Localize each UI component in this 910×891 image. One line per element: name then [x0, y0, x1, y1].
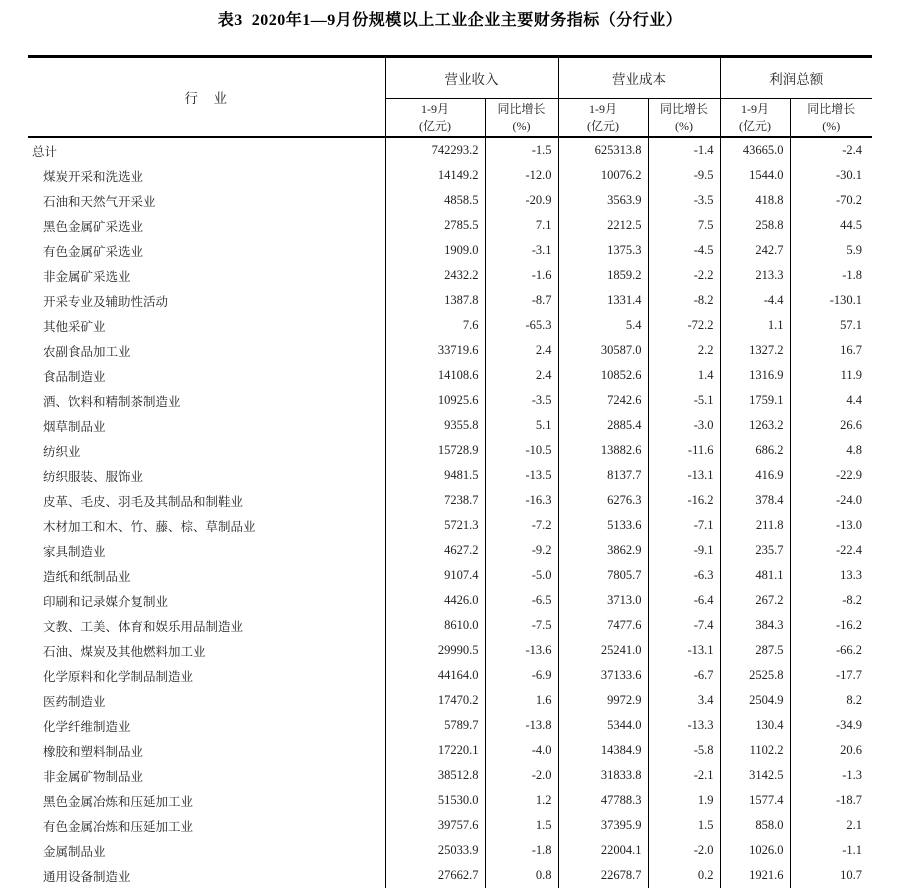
profit-growth-cell: 4.4 — [846, 393, 862, 407]
cost-growth-cell: -13.1 — [648, 463, 720, 488]
table-row — [28, 563, 872, 588]
profit-growth-cell: -16.2 — [835, 618, 862, 632]
industry-name-cell: 文教、工美、体育和娱乐用品制造业 — [28, 613, 385, 638]
revenue-amount-cell: 17470.2 — [385, 688, 485, 713]
industry-name-cell: 通用设备制造业 — [28, 863, 385, 888]
cost-growth-cell: -6.4 — [648, 588, 720, 613]
cost-amount-cell: 5.4 — [558, 313, 648, 338]
profit-growth-cell: 5.9 — [846, 243, 862, 257]
industry-name-cell: 黑色金属矿采选业 — [28, 213, 385, 238]
revenue-growth-cell: -13.5 — [485, 463, 558, 488]
revenue-growth-cell: -1.8 — [485, 838, 558, 863]
cost-growth-cell: -5.1 — [648, 388, 720, 413]
revenue-growth-cell: -3.5 — [485, 388, 558, 413]
header-group-row — [28, 57, 872, 99]
profit-growth-cell: -66.2 — [835, 643, 862, 657]
profit-growth-cell: -130.1 — [829, 293, 862, 307]
cost-amount-cell: 1375.3 — [558, 238, 648, 263]
revenue-growth-cell: 2.4 — [485, 363, 558, 388]
cost-growth-cell: -5.8 — [648, 738, 720, 763]
table-row — [28, 463, 872, 488]
column-group-total-profit: 利润总额 — [720, 57, 872, 99]
cost-growth-cell: -11.6 — [648, 438, 720, 463]
cost-amount-cell: 9972.9 — [558, 688, 648, 713]
subheader-percent-label: (%) — [675, 118, 693, 133]
table-row — [28, 313, 872, 338]
financial-indicators-table — [28, 55, 872, 888]
cost-growth-cell: -7.1 — [648, 513, 720, 538]
industry-name-cell: 石油、煤炭及其他燃料加工业 — [28, 638, 385, 663]
revenue-amount-cell: 4627.2 — [385, 538, 485, 563]
subheader-period-label: 1-9月 — [589, 101, 617, 116]
profit-amount-cell: 1921.6 — [720, 863, 790, 888]
profit-growth-cell: -24.0 — [835, 493, 862, 507]
revenue-amount-cell: 9481.5 — [385, 463, 485, 488]
cost-amount-cell: 22678.7 — [558, 863, 648, 888]
industry-name-cell: 橡胶和塑料制品业 — [28, 738, 385, 763]
profit-growth-cell: -18.7 — [835, 793, 862, 807]
cost-amount-cell: 8137.7 — [558, 463, 648, 488]
profit-amount-cell: 1102.2 — [720, 738, 790, 763]
profit-amount-cell: 1577.4 — [720, 788, 790, 813]
revenue-growth-cell: -20.9 — [485, 188, 558, 213]
subheader-cost-growth — [648, 99, 720, 138]
industry-name-cell: 金属制品业 — [28, 838, 385, 863]
industry-name-cell: 有色金属矿采选业 — [28, 238, 385, 263]
table-row — [28, 613, 872, 638]
profit-amount-cell: 1544.0 — [720, 163, 790, 188]
cost-growth-cell: -13.3 — [648, 713, 720, 738]
subheader-period-label: 1-9月 — [421, 101, 449, 116]
revenue-growth-cell: 0.8 — [485, 863, 558, 888]
revenue-growth-cell: -65.3 — [485, 313, 558, 338]
profit-amount-cell: 418.8 — [720, 188, 790, 213]
cost-amount-cell: 22004.1 — [558, 838, 648, 863]
table-row — [28, 363, 872, 388]
cost-amount-cell: 5344.0 — [558, 713, 648, 738]
cost-amount-cell: 7242.6 — [558, 388, 648, 413]
industry-name-cell: 开采专业及辅助性活动 — [28, 288, 385, 313]
table-row — [28, 688, 872, 713]
industry-name-cell: 皮革、毛皮、羽毛及其制品和制鞋业 — [28, 488, 385, 513]
revenue-amount-cell: 14108.6 — [385, 363, 485, 388]
profit-amount-cell: 1263.2 — [720, 413, 790, 438]
profit-amount-cell: 3142.5 — [720, 763, 790, 788]
revenue-amount-cell: 15728.9 — [385, 438, 485, 463]
cost-amount-cell: 1331.4 — [558, 288, 648, 313]
profit-growth-cell: 2.1 — [846, 818, 862, 832]
subheader-growth-label: 同比增长 — [659, 101, 708, 116]
profit-growth-cell: -70.2 — [835, 193, 862, 207]
cost-amount-cell: 25241.0 — [558, 638, 648, 663]
revenue-amount-cell: 7.6 — [385, 313, 485, 338]
subheader-unit-label: (亿元) — [419, 118, 451, 133]
table-row — [28, 713, 872, 738]
profit-growth-cell: -22.4 — [835, 543, 862, 557]
cost-amount-cell: 5133.6 — [558, 513, 648, 538]
cost-growth-cell: 0.2 — [648, 863, 720, 888]
cost-growth-cell: -2.0 — [648, 838, 720, 863]
revenue-growth-cell: -7.2 — [485, 513, 558, 538]
industry-name-cell: 印刷和记录媒介复制业 — [28, 588, 385, 613]
table-row — [28, 188, 872, 213]
industry-name-cell: 石油和天然气开采业 — [28, 188, 385, 213]
cost-growth-cell: -72.2 — [648, 313, 720, 338]
cost-growth-cell: -16.2 — [648, 488, 720, 513]
cost-growth-cell: -13.1 — [648, 638, 720, 663]
cost-growth-cell: 2.2 — [648, 338, 720, 363]
profit-growth-cell: -34.9 — [835, 718, 862, 732]
profit-amount-cell: 384.3 — [720, 613, 790, 638]
subheader-period-label: 1-9月 — [741, 101, 769, 116]
cost-growth-cell: -9.5 — [648, 163, 720, 188]
cost-amount-cell: 7805.7 — [558, 563, 648, 588]
table-row — [28, 288, 872, 313]
cost-amount-cell: 37133.6 — [558, 663, 648, 688]
cost-growth-cell: -2.1 — [648, 763, 720, 788]
revenue-amount-cell: 38512.8 — [385, 763, 485, 788]
cost-growth-cell: -4.5 — [648, 238, 720, 263]
profit-growth-cell: -22.9 — [835, 468, 862, 482]
profit-growth-cell: -13.0 — [835, 518, 862, 532]
profit-amount-cell: 2525.8 — [720, 663, 790, 688]
profit-growth-cell: 10.7 — [840, 868, 862, 882]
profit-amount-cell: 130.4 — [720, 713, 790, 738]
profit-amount-cell: 267.2 — [720, 588, 790, 613]
profit-growth-cell: 11.9 — [840, 368, 862, 382]
revenue-growth-cell: -6.5 — [485, 588, 558, 613]
subheader-profit-growth — [790, 99, 872, 138]
revenue-growth-cell: -7.5 — [485, 613, 558, 638]
table-row — [28, 863, 872, 888]
cost-amount-cell: 47788.3 — [558, 788, 648, 813]
industry-name-cell: 纺织业 — [28, 438, 385, 463]
profit-amount-cell: 858.0 — [720, 813, 790, 838]
revenue-growth-cell: -13.8 — [485, 713, 558, 738]
cost-amount-cell: 2885.4 — [558, 413, 648, 438]
profit-amount-cell: 2504.9 — [720, 688, 790, 713]
revenue-amount-cell: 10925.6 — [385, 388, 485, 413]
industry-name-cell: 总计 — [28, 137, 385, 163]
revenue-growth-cell: -4.0 — [485, 738, 558, 763]
table-header — [28, 57, 872, 138]
subheader-profit-amount — [720, 99, 790, 138]
cost-growth-cell: 7.5 — [648, 213, 720, 238]
column-header-industry: 行 业 — [28, 57, 385, 138]
profit-growth-cell: 26.6 — [840, 418, 862, 432]
industry-name-cell: 木材加工和木、竹、藤、棕、草制品业 — [28, 513, 385, 538]
revenue-amount-cell: 5789.7 — [385, 713, 485, 738]
table-row — [28, 413, 872, 438]
table-row — [28, 838, 872, 863]
profit-amount-cell: 287.5 — [720, 638, 790, 663]
cost-amount-cell: 3862.9 — [558, 538, 648, 563]
subheader-unit-label: (亿元) — [587, 118, 619, 133]
industry-name-cell: 其他采矿业 — [28, 313, 385, 338]
industry-name-cell: 非金属矿采选业 — [28, 263, 385, 288]
table-row — [28, 513, 872, 538]
revenue-growth-cell: -16.3 — [485, 488, 558, 513]
revenue-growth-cell: -2.0 — [485, 763, 558, 788]
industry-name-cell: 家具制造业 — [28, 538, 385, 563]
table-body — [28, 137, 872, 888]
industry-name-cell: 医药制造业 — [28, 688, 385, 713]
subheader-percent-label: (%) — [512, 118, 531, 133]
revenue-amount-cell: 27662.7 — [385, 863, 485, 888]
revenue-amount-cell: 7238.7 — [385, 488, 485, 513]
revenue-growth-cell: 7.1 — [485, 213, 558, 238]
profit-growth-cell: -17.7 — [835, 668, 862, 682]
profit-growth-cell: 13.3 — [840, 568, 862, 582]
financial-indicators-table-container — [28, 55, 872, 888]
subheader-growth-label: 同比增长 — [807, 101, 856, 116]
revenue-amount-cell: 2432.2 — [385, 263, 485, 288]
profit-growth-cell: 8.2 — [846, 693, 862, 707]
cost-growth-cell: -3.0 — [648, 413, 720, 438]
cost-growth-cell: -8.2 — [648, 288, 720, 313]
subheader-percent-label: (%) — [822, 118, 841, 133]
cost-amount-cell: 625313.8 — [558, 137, 648, 163]
revenue-amount-cell: 5721.3 — [385, 513, 485, 538]
revenue-amount-cell: 9107.4 — [385, 563, 485, 588]
revenue-amount-cell: 17220.1 — [385, 738, 485, 763]
revenue-growth-cell: -12.0 — [485, 163, 558, 188]
profit-growth-cell: -1.3 — [842, 768, 862, 782]
subheader-unit-label: (亿元) — [739, 118, 771, 133]
profit-amount-cell: 1759.1 — [720, 388, 790, 413]
revenue-amount-cell: 29990.5 — [385, 638, 485, 663]
table-row — [28, 488, 872, 513]
profit-amount-cell: 481.1 — [720, 563, 790, 588]
revenue-growth-cell: -1.6 — [485, 263, 558, 288]
table-row — [28, 238, 872, 263]
profit-amount-cell: 1316.9 — [720, 363, 790, 388]
revenue-growth-cell: 1.2 — [485, 788, 558, 813]
profit-amount-cell: 211.8 — [720, 513, 790, 538]
industry-name-cell: 酒、饮料和精制茶制造业 — [28, 388, 385, 413]
industry-name-cell: 化学原料和化学制品制造业 — [28, 663, 385, 688]
profit-growth-cell: 44.5 — [840, 218, 862, 232]
table-row — [28, 388, 872, 413]
revenue-growth-cell: -5.0 — [485, 563, 558, 588]
table-row — [28, 338, 872, 363]
profit-amount-cell: 213.3 — [720, 263, 790, 288]
revenue-amount-cell: 14149.2 — [385, 163, 485, 188]
revenue-growth-cell: 1.6 — [485, 688, 558, 713]
table-row — [28, 738, 872, 763]
table-row — [28, 763, 872, 788]
table-row — [28, 788, 872, 813]
revenue-growth-cell: -13.6 — [485, 638, 558, 663]
table-row — [28, 538, 872, 563]
revenue-amount-cell: 8610.0 — [385, 613, 485, 638]
industry-name-cell: 纺织服装、服饰业 — [28, 463, 385, 488]
revenue-growth-cell: 5.1 — [485, 413, 558, 438]
subheader-revenue-growth — [485, 99, 558, 138]
profit-amount-cell: 1.1 — [720, 313, 790, 338]
table-row — [28, 588, 872, 613]
table-row — [28, 638, 872, 663]
profit-amount-cell: 1026.0 — [720, 838, 790, 863]
cost-growth-cell: -9.1 — [648, 538, 720, 563]
table-row — [28, 213, 872, 238]
industry-name-cell: 食品制造业 — [28, 363, 385, 388]
profit-growth-cell: -1.1 — [842, 843, 862, 857]
cost-growth-cell: -6.7 — [648, 663, 720, 688]
profit-growth-cell: -2.4 — [842, 143, 862, 157]
cost-amount-cell: 30587.0 — [558, 338, 648, 363]
column-group-operating-cost: 营业成本 — [558, 57, 720, 99]
table-row — [28, 163, 872, 188]
revenue-growth-cell: -1.5 — [485, 137, 558, 163]
table-row — [28, 663, 872, 688]
cost-growth-cell: 1.4 — [648, 363, 720, 388]
cost-growth-cell: -2.2 — [648, 263, 720, 288]
cost-amount-cell: 3563.9 — [558, 188, 648, 213]
revenue-amount-cell: 1909.0 — [385, 238, 485, 263]
profit-amount-cell: 378.4 — [720, 488, 790, 513]
profit-amount-cell: 258.8 — [720, 213, 790, 238]
subheader-cost-amount — [558, 99, 648, 138]
revenue-amount-cell: 25033.9 — [385, 838, 485, 863]
revenue-amount-cell: 1387.8 — [385, 288, 485, 313]
revenue-growth-cell: -6.9 — [485, 663, 558, 688]
industry-name-cell: 造纸和纸制品业 — [28, 563, 385, 588]
profit-growth-cell: 57.1 — [840, 318, 862, 332]
cost-amount-cell: 10852.6 — [558, 363, 648, 388]
cost-growth-cell: -1.4 — [648, 137, 720, 163]
cost-amount-cell: 1859.2 — [558, 263, 648, 288]
cost-amount-cell: 6276.3 — [558, 488, 648, 513]
cost-growth-cell: -6.3 — [648, 563, 720, 588]
industry-name-cell: 烟草制品业 — [28, 413, 385, 438]
revenue-growth-cell: -8.7 — [485, 288, 558, 313]
revenue-amount-cell: 51530.0 — [385, 788, 485, 813]
revenue-growth-cell: 2.4 — [485, 338, 558, 363]
cost-growth-cell: -7.4 — [648, 613, 720, 638]
cost-growth-cell: 3.4 — [648, 688, 720, 713]
revenue-amount-cell: 39757.6 — [385, 813, 485, 838]
profit-amount-cell: 1327.2 — [720, 338, 790, 363]
industry-name-cell: 农副食品加工业 — [28, 338, 385, 363]
cost-amount-cell: 13882.6 — [558, 438, 648, 463]
industry-name-cell: 化学纤维制造业 — [28, 713, 385, 738]
profit-growth-cell: 4.8 — [846, 443, 862, 457]
revenue-amount-cell: 44164.0 — [385, 663, 485, 688]
profit-amount-cell: -4.4 — [720, 288, 790, 313]
cost-amount-cell: 14384.9 — [558, 738, 648, 763]
table-row — [28, 813, 872, 838]
page-title: 表3 2020年1—9月份规模以上工业企业主要财务指标（分行业） — [217, 12, 683, 29]
revenue-growth-cell: -3.1 — [485, 238, 558, 263]
revenue-amount-cell: 2785.5 — [385, 213, 485, 238]
table-row — [28, 263, 872, 288]
industry-name-cell: 有色金属冶炼和压延加工业 — [28, 813, 385, 838]
cost-amount-cell: 2212.5 — [558, 213, 648, 238]
column-group-operating-revenue: 营业收入 — [385, 57, 558, 99]
cost-growth-cell: 1.5 — [648, 813, 720, 838]
cost-amount-cell: 10076.2 — [558, 163, 648, 188]
industry-name-cell: 黑色金属冶炼和压延加工业 — [28, 788, 385, 813]
revenue-amount-cell: 4858.5 — [385, 188, 485, 213]
profit-growth-cell: 20.6 — [840, 743, 862, 757]
profit-amount-cell: 416.9 — [720, 463, 790, 488]
profit-growth-cell: 16.7 — [840, 343, 862, 357]
table-row — [28, 137, 872, 163]
profit-growth-cell: -30.1 — [835, 168, 862, 182]
revenue-growth-cell: 1.5 — [485, 813, 558, 838]
revenue-amount-cell: 9355.8 — [385, 413, 485, 438]
profit-growth-cell: -8.2 — [842, 593, 862, 607]
industry-name-cell: 非金属矿物制品业 — [28, 763, 385, 788]
cost-growth-cell: 1.9 — [648, 788, 720, 813]
subheader-growth-label: 同比增长 — [497, 101, 546, 116]
table-row — [28, 438, 872, 463]
revenue-amount-cell: 4426.0 — [385, 588, 485, 613]
profit-amount-cell: 242.7 — [720, 238, 790, 263]
revenue-growth-cell: -10.5 — [485, 438, 558, 463]
profit-growth-cell: -1.8 — [842, 268, 862, 282]
cost-amount-cell: 7477.6 — [558, 613, 648, 638]
cost-amount-cell: 3713.0 — [558, 588, 648, 613]
subheader-revenue-amount — [385, 99, 485, 138]
cost-amount-cell: 37395.9 — [558, 813, 648, 838]
profit-amount-cell: 43665.0 — [720, 137, 790, 163]
profit-amount-cell: 686.2 — [720, 438, 790, 463]
profit-amount-cell: 235.7 — [720, 538, 790, 563]
industry-name-cell: 煤炭开采和洗选业 — [28, 163, 385, 188]
revenue-growth-cell: -9.2 — [485, 538, 558, 563]
revenue-amount-cell: 33719.6 — [385, 338, 485, 363]
cost-amount-cell: 31833.8 — [558, 763, 648, 788]
cost-growth-cell: -3.5 — [648, 188, 720, 213]
revenue-amount-cell: 742293.2 — [385, 137, 485, 163]
